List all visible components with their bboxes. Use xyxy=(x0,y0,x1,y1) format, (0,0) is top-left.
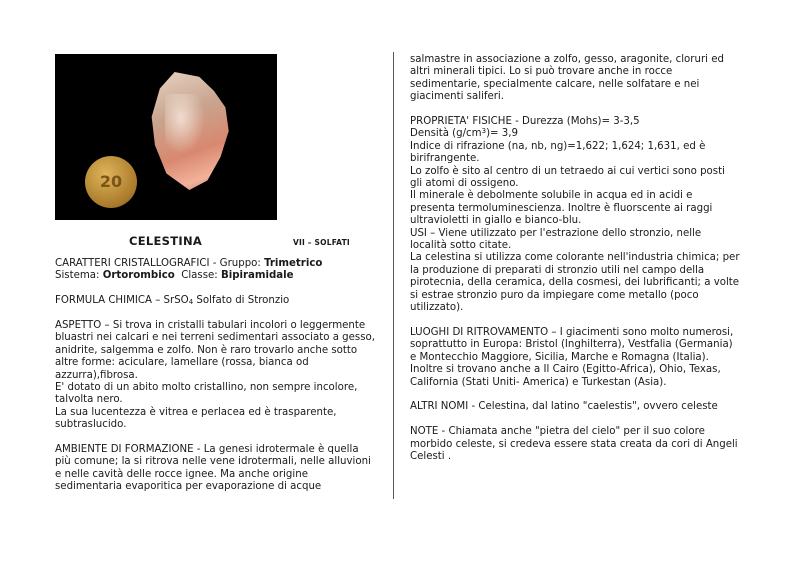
locations-section: LUOGHI DI RITROVAMENTO – I giacimenti sono molto numerosi, soprattutto in Europa: Bristol (Inghilterra), Vestfalia (Germania) e Montecchio Maggiore, Sicilia, Marche e Romagna (Italia). Inoltre si trovano anche a Il Cairo (Egitto-Africa), Ohio, Texas, California (Stati Uniti- America) e Turkestan (Asia). xyxy=(410,326,734,388)
aspect-text-3: La sua lucentezza è vitrea e perlacea ed è trasparente, subtraslucido. xyxy=(55,406,337,431)
uses-2: La celestina si utilizza come colorante nell'industria chimica; per la produzione di preparati di stronzio utili nel campo della pirotecnia, della ceramica, della cosmesi, dei lubrificanti; a volte si estrae stronzio puro da impiegare come metallo (poco utilizzato). xyxy=(410,252,740,314)
formula-sub: 4 xyxy=(188,298,194,307)
system-label: Sistema: xyxy=(55,270,103,282)
formula-prefix: FORMULA CHIMICA – SrSO xyxy=(55,295,189,307)
aspect-text-2: E' dotato di un abito molto cristallino, non sempre incolore, talvolta nero. xyxy=(55,382,358,406)
crystallographic-section xyxy=(55,258,377,283)
uses-1: USI – Viene utilizzato per l'estrazione dello stronzio, nelle località sotto citate. xyxy=(410,227,702,252)
density-sup: 3 xyxy=(481,127,487,136)
mineral-photo xyxy=(55,54,277,220)
system-value: Ortorombico xyxy=(102,270,175,282)
mineral-title: CELESTINA xyxy=(129,234,203,248)
crystal-group: Trimetrico xyxy=(264,258,323,269)
coin-value: 20 xyxy=(99,172,123,191)
properties-section xyxy=(410,116,740,315)
structure: Lo zolfo è sito al centro di un tetraedo ai cui vertici sono posti gli atomi di ossigeno. xyxy=(410,165,725,190)
other-names-section: ALTRI NOMI - Celestina, dal latino "caelestis", ovvero celeste xyxy=(410,401,718,413)
note-section: NOTE - Chiamata anche "pietra del cielo" per il suo colore morbido celeste, si credeva essere stata creata da cori di Angeli Celesti . xyxy=(410,426,738,462)
column-divider xyxy=(393,52,394,499)
formation-section: AMBIENTE DI FORMAZIONE - La genesi idrotermale è quella più comune; la si ritrova nelle vene idrotermali, nelle alluvioni e nelle cavità delle rocce ignee. Ma anche origine sedimentaria evaporitica per evaporazione di acque xyxy=(55,444,371,493)
crystal-label: CARATTERI CRISTALLOGRAFICI - Gruppo: xyxy=(55,258,265,269)
class-value: Bipiramidale xyxy=(220,270,294,282)
formation-continued: salmastre in associazione a zolfo, gesso, aragonite, cloruri ed altri minerali tipici. Lo si può trovare anche in rocce sedimentarie, specialmente calcare, nelle solfatare e nei giacimenti saliferi. xyxy=(410,54,724,103)
solubility: Il minerale è debolmente solubile in acqua ed in acidi e presenta termoluminescienza. Inoltre è fluorscente ai raggi ultravioletti in giallo e bianco-blu. xyxy=(410,190,713,227)
right-column xyxy=(410,54,740,476)
aspect-text: ASPETTO – Si trova in cristalli tabulari incolori o leggermente bluastri nei calcari e nei terreni sedimentari associato a gesso, anidrite, salgemma e zolfo. Non è raro trovarlo anche sotto altre forme: aciculare, lamellare (rossa, bianca od azzurra),fibrosa. xyxy=(55,320,376,381)
aspect-section xyxy=(55,320,377,432)
hardness: PROPRIETA' FISICHE - Durezza (Mohs)= 3-3,5 xyxy=(410,116,640,128)
density-suffix: )= 3,9 xyxy=(486,128,519,140)
class-label: Classe: xyxy=(174,270,221,282)
coin xyxy=(85,156,137,208)
mineral-class: VII – SOLFATI xyxy=(293,238,350,247)
density-prefix: Densità (g/cm xyxy=(410,128,482,140)
formula-section xyxy=(55,295,377,307)
refraction: Indice di rifrazione (na, nb, ng)=1,622; 1,624; 1,631, ed è birifrangente. xyxy=(410,140,706,165)
formula-suffix: Solfato di Stronzio xyxy=(193,295,290,307)
left-column xyxy=(55,258,377,506)
crystal-highlight xyxy=(165,94,205,154)
